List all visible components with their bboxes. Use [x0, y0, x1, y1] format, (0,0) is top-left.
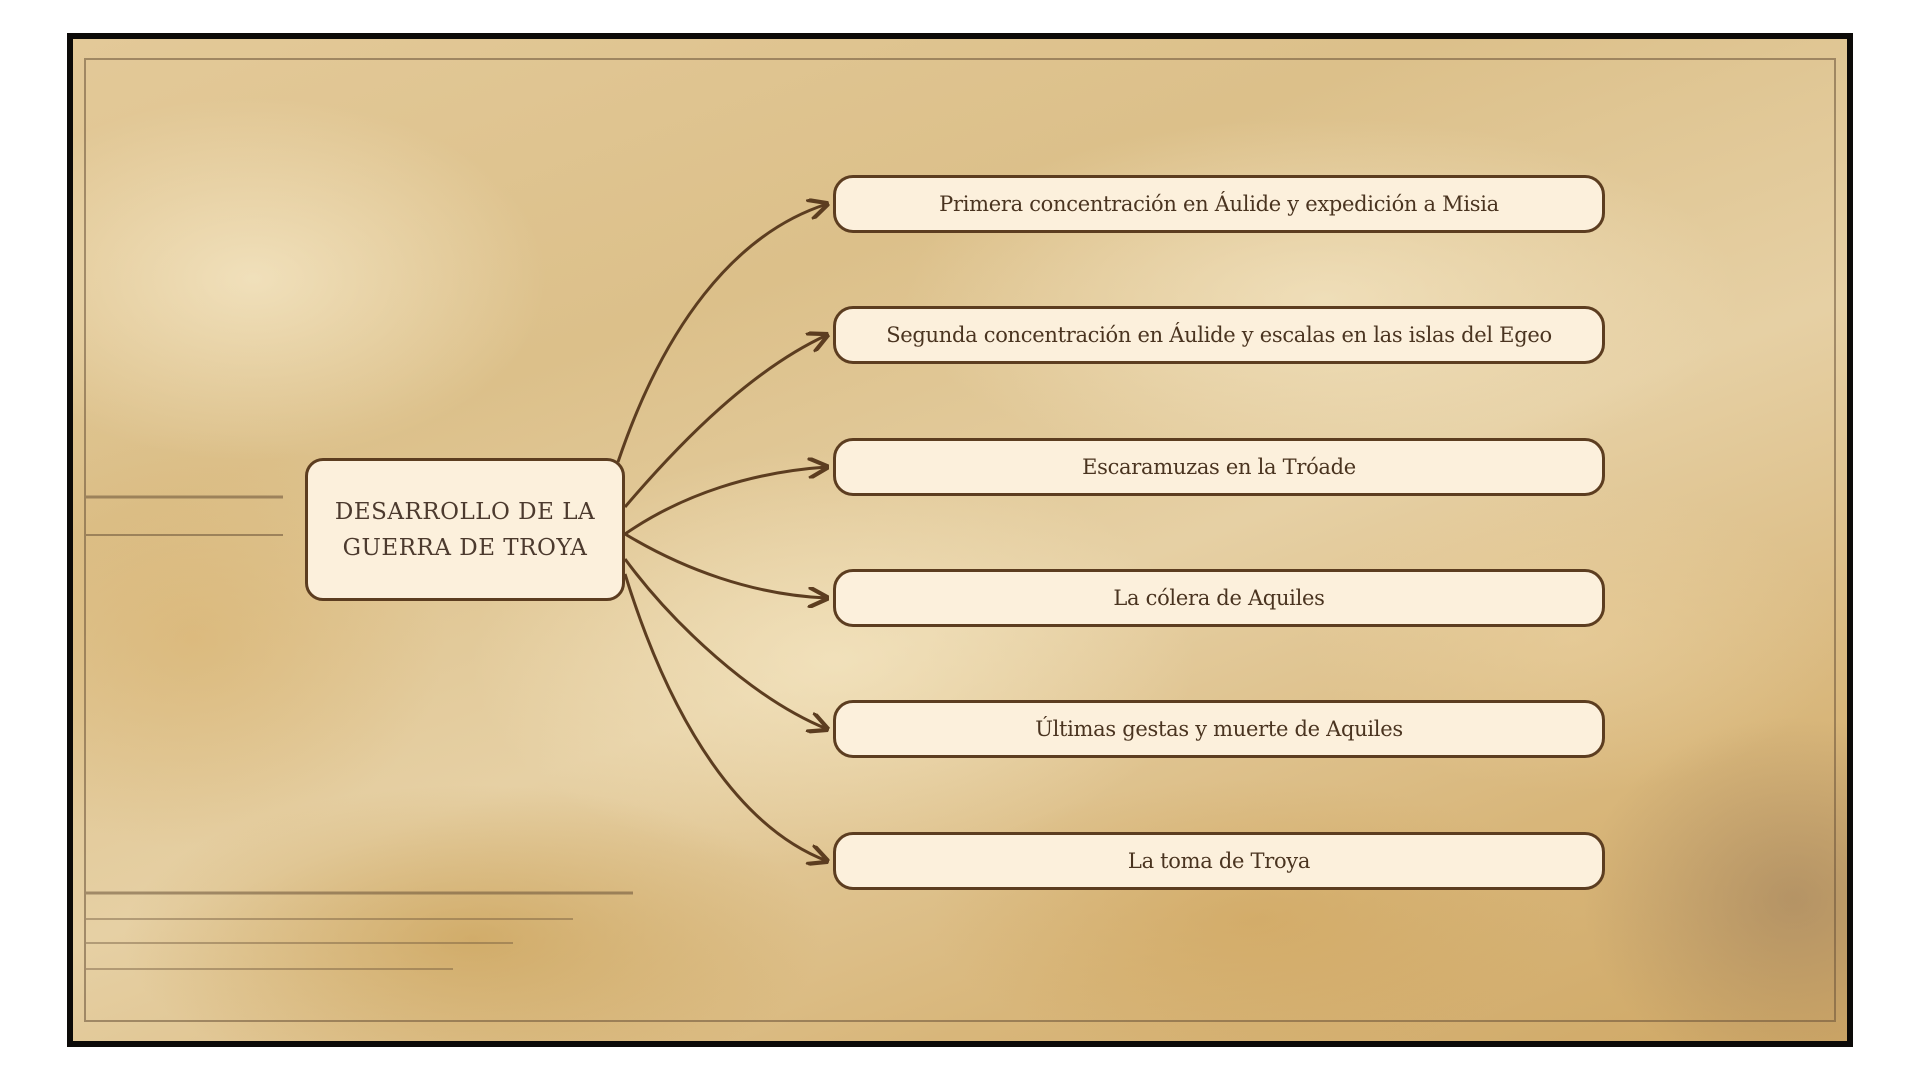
slide — [67, 33, 1853, 1047]
branch-label-1: Primera concentración en Áulide y expedición a Misia — [939, 192, 1499, 216]
branch-node-3 — [833, 438, 1605, 496]
connector-5 — [625, 559, 827, 729]
connector-2 — [625, 335, 827, 507]
branch-label-6: La toma de Troya — [1127, 849, 1311, 873]
branch-node-5 — [833, 700, 1605, 758]
root-node — [305, 458, 625, 601]
connector-4 — [625, 534, 827, 598]
branch-label-3: Escaramuzas en la Tróade — [1082, 455, 1356, 479]
branch-label-4: La cólera de Aquiles — [1113, 586, 1325, 610]
branch-label-5: Últimas gestas y muerte de Aquiles — [1035, 717, 1403, 741]
connector-6 — [625, 574, 827, 861]
connector-1 — [618, 204, 827, 462]
connector-3 — [625, 467, 827, 534]
root-label: DESARROLLO DE LA GUERRA DE TROYA — [334, 498, 596, 561]
branch-node-4 — [833, 569, 1605, 627]
branch-label-2: Segunda concentración en Áulide y escalas en las islas del Egeo — [886, 323, 1552, 347]
branch-node-6 — [833, 832, 1605, 890]
branch-node-1 — [833, 175, 1605, 233]
branch-node-2 — [833, 306, 1605, 364]
